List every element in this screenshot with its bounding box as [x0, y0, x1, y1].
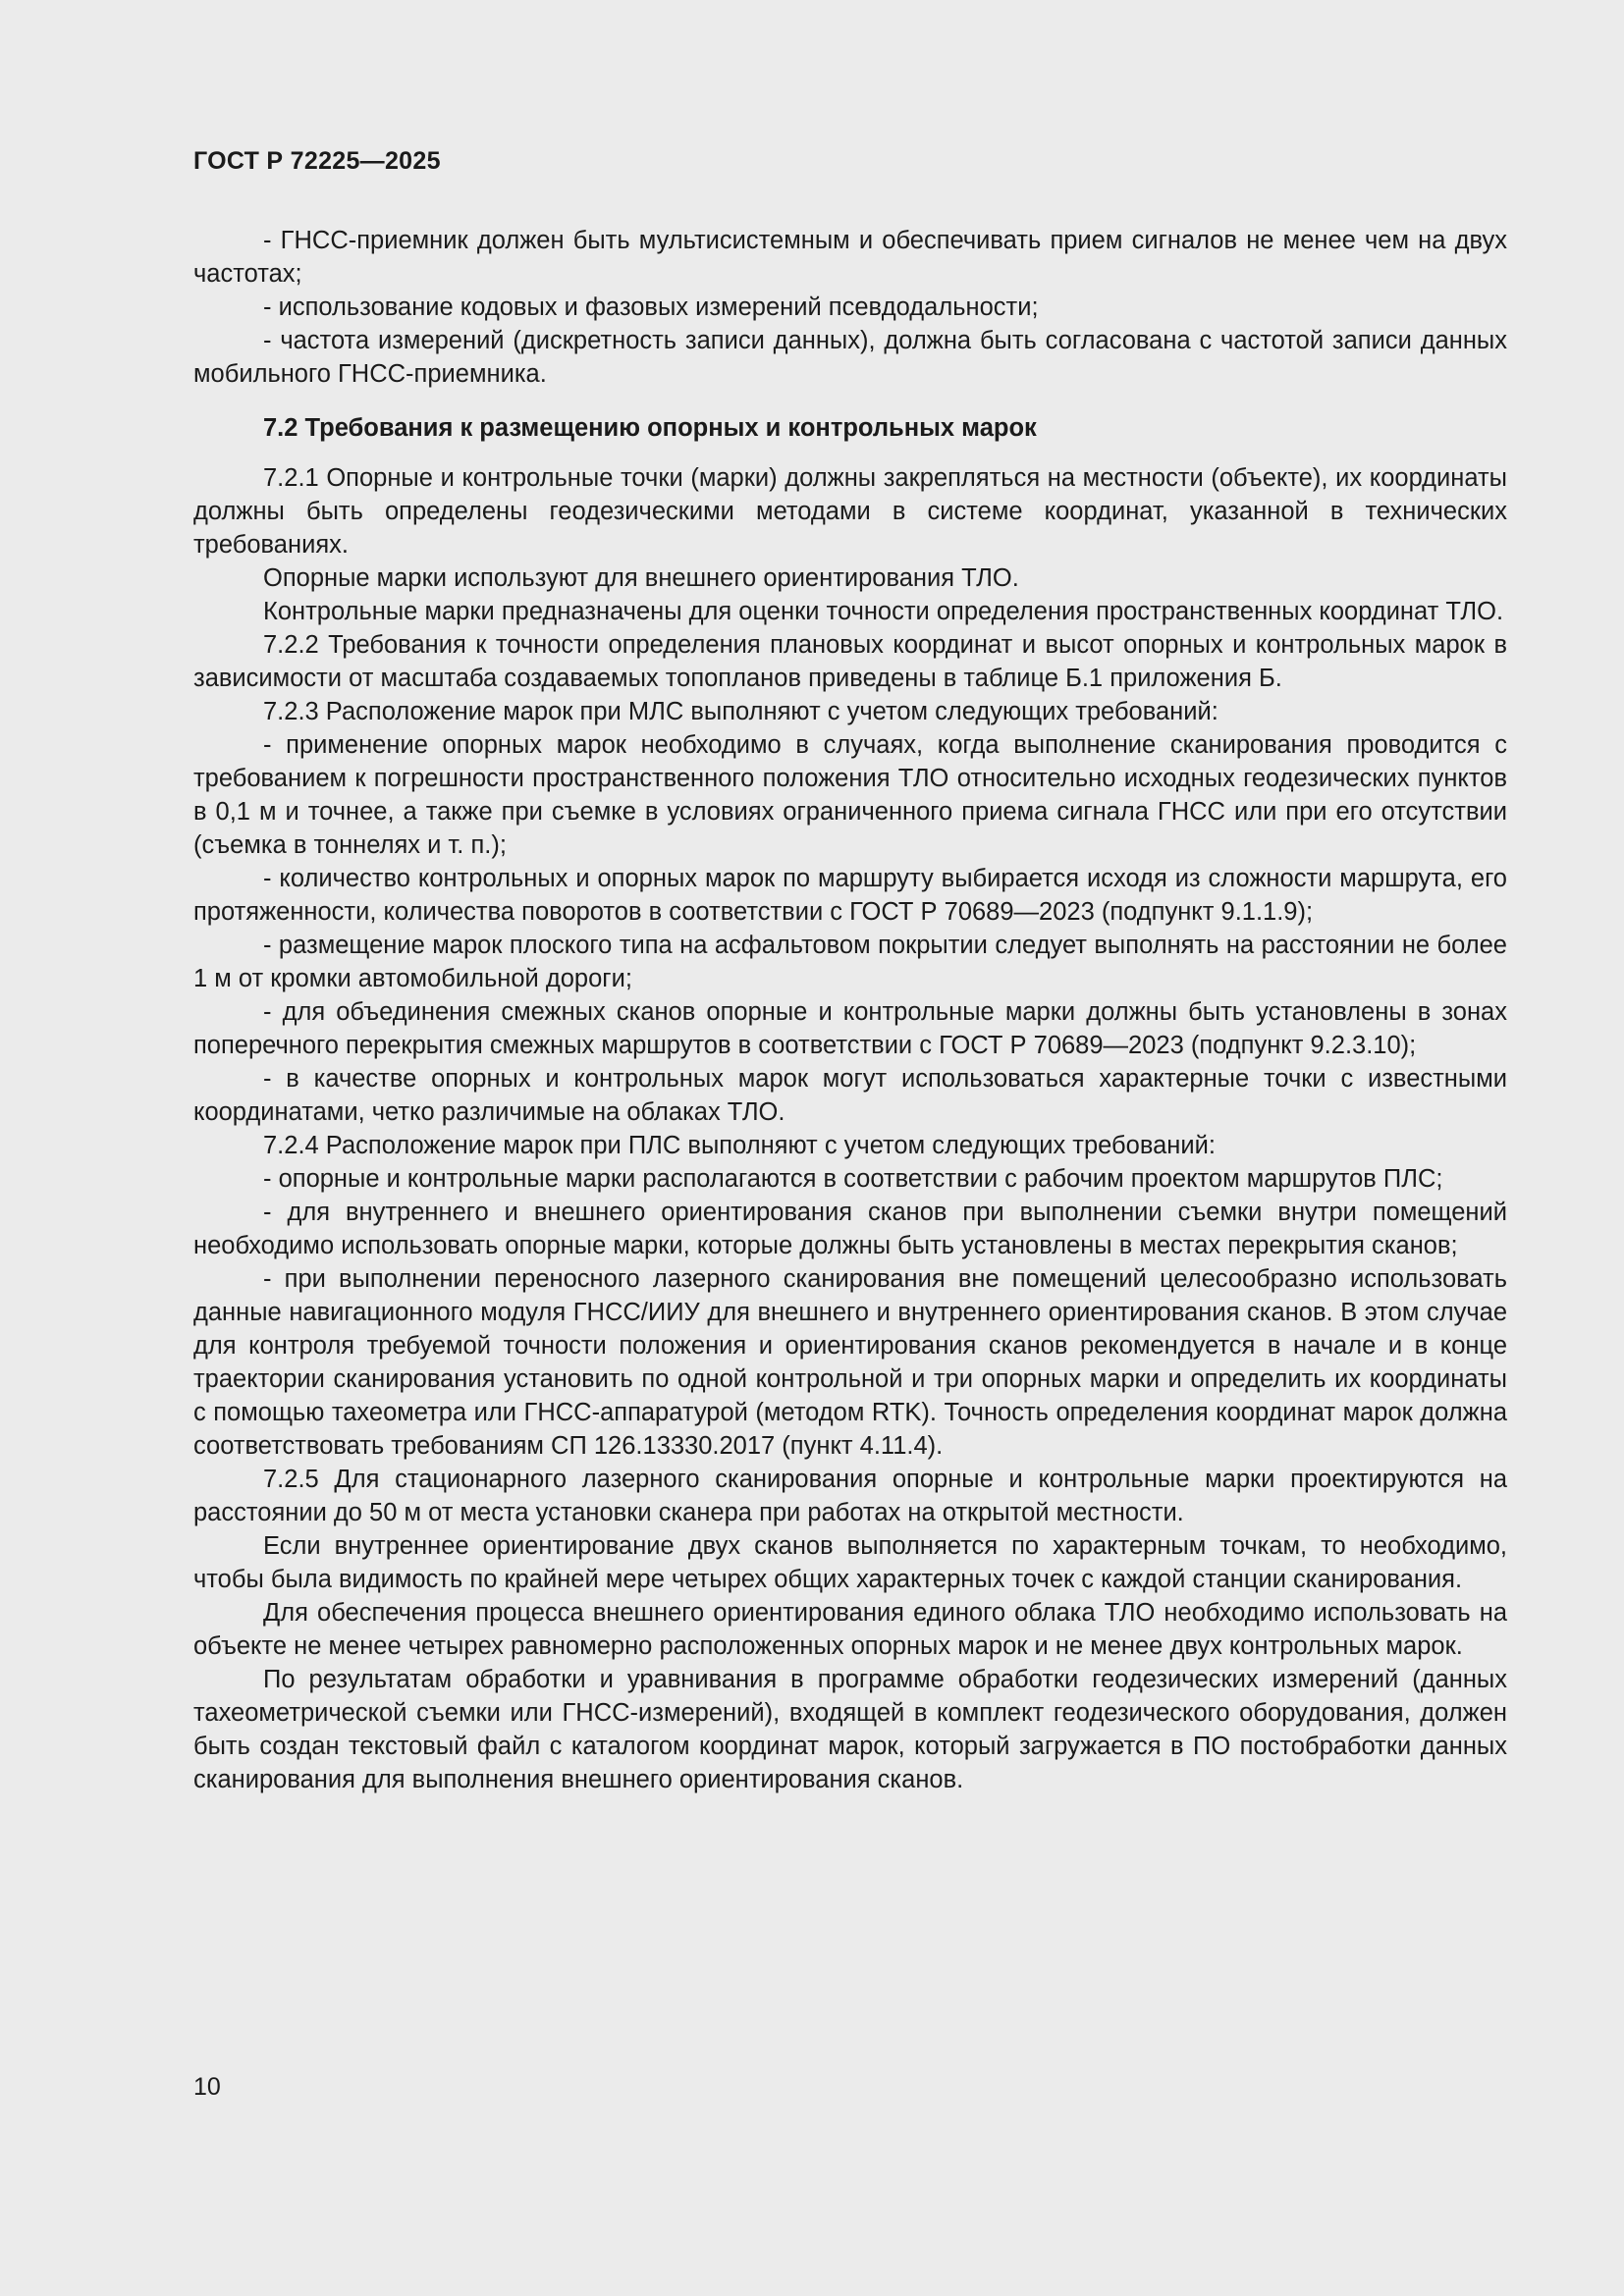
page-number: 10 — [193, 2073, 221, 2101]
paragraph: - размещение марок плоского типа на асфальтовом покрытии следует выполнять на расстоянии не более 1 м от кромки автомобильной дороги; — [193, 932, 1507, 992]
paragraph: - ГНСС-приемник должен быть мультисистемным и обеспечивать прием сигналов не менее чем на двух частотах; — [193, 227, 1507, 288]
paragraph: - частота измерений (дискретность записи данных), должна быть согласована с частотой записи данных мобильного ГНСС-приемника. — [193, 327, 1507, 388]
paragraph: - опорные и контрольные марки располагаются в соответствии с рабочим проектом маршрутов ПЛС; — [263, 1165, 1443, 1193]
paragraph: Для обеспечения процесса внешнего ориентирования единого облака ТЛО необходимо использовать на объекте не менее четырех равномерно расположенных опорных марок и не менее двух контрольных марок. — [193, 1599, 1507, 1660]
paragraph: Опорные марки используют для внешнего ориентирования ТЛО. — [263, 564, 1019, 592]
paragraph: По результатам обработки и уравнивания в программе обработки геодезических измерений (данных тахеометрической съемки или ГНСС-измерений), входящей в комплект геодезического оборудования, должен быть создан текстовый файл с каталогом координат марок, который загружается в ПО постобработки данных сканирования для выполнения внешнего ориентирования сканов. — [193, 1666, 1507, 1793]
paragraph: - в качестве опорных и контрольных марок могут использоваться характерные точки с известными координатами, четко различимые на облаках ТЛО. — [193, 1065, 1507, 1126]
paragraph: - при выполнении переносного лазерного сканирования вне помещений целесообразно использовать данные навигационного модуля ГНСС/ИИУ для внешнего и внутреннего ориентирования сканов. В этом случае для контроля требуемой точности положения и ориентирования сканов рекомендуется в начале и в конце траектории сканирования установить по одной контрольной и три опорных марки и определить их координаты с помощью тахеометра или ГНСС-аппаратурой (методом RTK). Точность определения координат марок должна соответствовать требованиям СП 126.13330.2017 (пункт 4.11.4). — [193, 1265, 1507, 1460]
paragraph: Контрольные марки предназначены для оценки точности определения пространственных координат ТЛО. — [263, 598, 1504, 625]
paragraph: - для внутреннего и внешнего ориентирования сканов при выполнении съемки внутри помещений необходимо использовать опорные марки, которые должны быть установлены в местах перекрытия сканов; — [193, 1199, 1507, 1259]
paragraph: - использование кодовых и фазовых измерений псевдодальности; — [263, 294, 1039, 321]
paragraph: 7.2.5 Для стационарного лазерного сканирования опорные и контрольные марки проектируются на расстоянии до 50 м от места установки сканера при работах на открытой местности. — [193, 1466, 1507, 1526]
paragraph: 7.2.4 Расположение марок при ПЛС выполняют с учетом следующих требований: — [263, 1132, 1216, 1159]
section-heading: 7.2 Требования к размещению опорных и контрольных марок — [263, 414, 1037, 442]
paragraph: - применение опорных марок необходимо в случаях, когда выполнение сканирования проводится с требованием к погрешности пространственного положения ТЛО относительно исходных геодезических пунктов в 0,1 м и точнее, а также при съемке в условиях ограниченного приема сигнала ГНСС или при его отсутствии (съемка в тоннелях и т. п.); — [193, 731, 1507, 859]
paragraph: Если внутреннее ориентирование двух сканов выполняется по характерным точкам, то необходимо, чтобы была видимость по крайней мере четырех общих характерных точек с каждой станции сканирования. — [193, 1532, 1507, 1593]
paragraph: 7.2.1 Опорные и контрольные точки (марки) должны закрепляться на местности (объекте), их координаты должны быть определены геодезическими методами в системе координат, указанной в технических требованиях. — [193, 464, 1507, 559]
document-body — [193, 224, 1507, 1796]
paragraph: 7.2.3 Расположение марок при МЛС выполняют с учетом следующих требований: — [263, 698, 1218, 725]
paragraph: - количество контрольных и опорных марок по маршруту выбирается исходя из сложности маршрута, его протяженности, количества поворотов в соответствии с ГОСТ Р 70689—2023 (подпункт 9.1.1.9); — [193, 865, 1507, 926]
document-header: ГОСТ Р 72225—2025 — [193, 147, 441, 175]
paragraph: - для объединения смежных сканов опорные и контрольные марки должны быть установлены в зонах поперечного перекрытия смежных маршрутов в соответствии с ГОСТ Р 70689—2023 (подпункт 9.2.3.10); — [193, 998, 1507, 1059]
paragraph: 7.2.2 Требования к точности определения плановых координат и высот опорных и контрольных марок в зависимости от масштаба создаваемых топопланов приведены в таблице Б.1 приложения Б. — [193, 631, 1507, 692]
